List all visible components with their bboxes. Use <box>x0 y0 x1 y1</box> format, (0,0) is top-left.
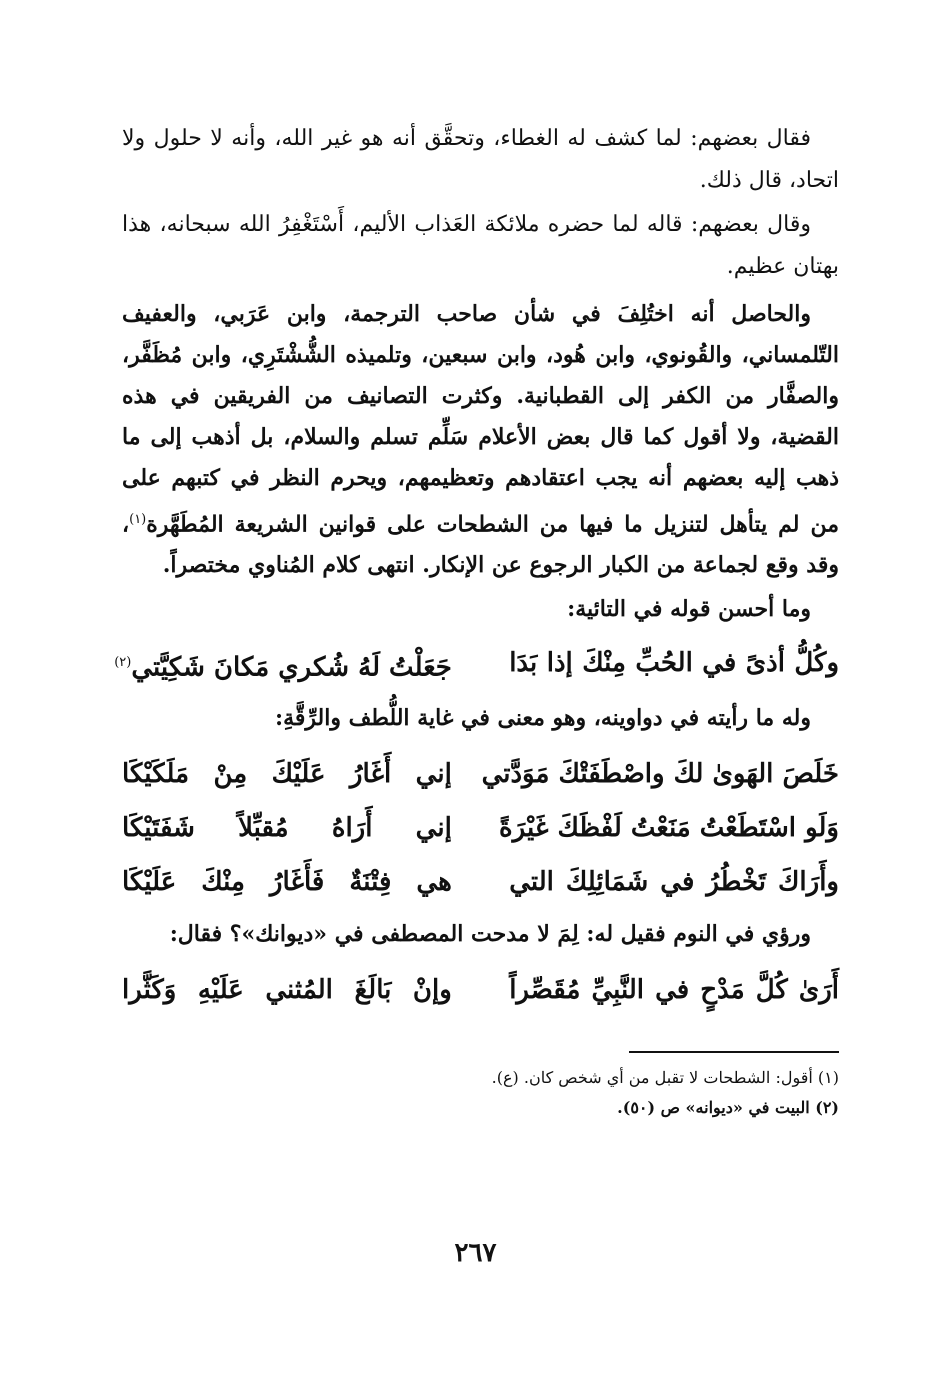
footnotes <box>122 1063 839 1123</box>
verse-1-left-text: جَعَلْتُ لَهُ شُكري مَكانَ شَكِيَّتي <box>131 652 452 683</box>
poem-verse-right: وأَرَاكَ تَخْطُرُ في شَمَائِلِكَ التي <box>509 866 839 897</box>
verse-3 <box>122 963 839 1017</box>
poem-verse-left: هي فِتْنَةٌ فَأَغَارُ مِنْكَ عَلَيْكَا <box>122 866 452 897</box>
paragraph-4 <box>122 588 839 630</box>
paragraph-3-text: والحاصل أنه اختُلِفَ في شأن صاحب الترجمة، وابن عَرَبي، والعفيف التّلمساني، والقُونوي، وابن هُود، وابن سبعين، وتلميذه الشُّشْتَرِي، وابن مُظَفَّر، والصفَّار من الكفر إلى القطبانية. وكثرت التصانيف من الفريقين في هذه القضية، ولا أقول كما قال بعض الأعلام سَلِّم تسلم والسلام، بل أذهب إلى ما ذهب إليه بعضهم أنه يجب اعتقادهم وتعظيمهم، ويحرم النظر في كتبهم على من لم يتأهل لتنزيل ما فيها من الشطحات على قوانين الشريعة المُطَهَّرة <box>122 301 839 538</box>
intro-2-text: وله ما رأيته في دواوينه، وهو معنى في غاية اللُّطف والرِّقَّةِ: <box>274 704 811 731</box>
paragraph-3-text-after: ، وقد وقع لجماعة من الكبار الرجوع عن الإنكار. انتهى كلام المُناوي مختصراً. <box>122 511 839 579</box>
verse-1-right-hemistich <box>509 636 839 695</box>
footnote-ref-2[interactable]: (٢) <box>114 655 132 671</box>
poem-verse-left: إني أَغَارُ عَلَيْكَ مِنْ مَلَكَيْكَا <box>122 758 452 789</box>
paragraph-3 <box>122 294 839 586</box>
dream-text: ورؤي في النوم فقيل له: لِمَ لا مدحت المصطفى في «ديوانك»؟ فقال: <box>169 920 811 947</box>
paragraph-4-text: وما أحسن قوله في التائية: <box>567 596 811 623</box>
paragraph-1-text: فقال بعضهم: لما كشف له الغطاء، وتحقَّق أنه هو غير الله، وأنه لا حلول ولا اتحاد، قال ذلك. <box>122 126 839 193</box>
poem-verse <box>122 801 839 855</box>
paragraph-1 <box>122 118 839 202</box>
verse-1 <box>114 636 839 695</box>
poem-verse <box>122 747 839 801</box>
paragraph-2-text: وقال بعضهم: قاله لما حضره ملائكة العَذاب الأليم، أَسْتَغْفِرُ الله سبحانه، هذا بهتان عظيم. <box>122 212 839 279</box>
poem-verse-right: خَلَصَ الهَوىٰ لكَ واصْطَفَتْكَ مَوَدَّتي <box>481 758 839 789</box>
footnote-2: (٢) البيت في «ديوانه» ص (٥٠). <box>617 1097 839 1117</box>
poem-verse-right: وَلَو اسْتَطَعْتُ مَنَعْتُ لَفْظَكَ غَيْرَةً <box>499 812 839 843</box>
poem-block <box>122 747 839 909</box>
footnote-divider <box>629 1051 839 1053</box>
poem-verse-left: إني أَرَاهُ مُقبِّلاً شَفَتَيْكَا <box>122 812 452 843</box>
verse-3-right-hemistich: أَرَىٰ كُلَّ مَدْحٍ في النَّبِيِّ مُقَصِّراً <box>509 974 839 1005</box>
verse-3-left-hemistich: وإنْ بَالَغَ المُثني عَلَيْهِ وَكَثَّرا <box>122 974 452 1005</box>
page-number: ٢٦٧ <box>454 1238 497 1268</box>
footnote-1: (١) أقول: الشطحات لا تقبل من أي شخص كان. (ع). <box>491 1067 839 1087</box>
footnote-ref-1[interactable]: (١) <box>129 512 147 527</box>
verse-1-left-hemistich <box>114 636 452 695</box>
paragraph-intro-2 <box>122 697 839 739</box>
paragraph-2 <box>122 204 839 288</box>
poem-verse <box>122 855 839 909</box>
verse-1-right-text: وكُلُّ أذىً في الحُبِّ مِنْكَ إذا بَدَا <box>509 648 839 679</box>
paragraph-dream <box>122 913 839 955</box>
